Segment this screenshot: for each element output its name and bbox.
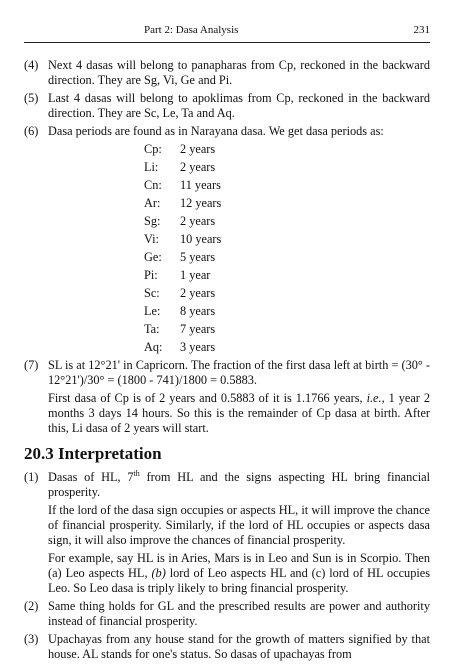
text-run-italic: (b): [151, 566, 166, 580]
running-header: [24, 24, 430, 43]
dasa-sign: Cp:: [144, 142, 162, 156]
dasa-periods-table: [144, 142, 221, 358]
dasa-row: [144, 142, 221, 160]
section-heading: 20.3 Interpretation: [24, 444, 162, 463]
list-item-4: [24, 58, 430, 88]
item-text: Same thing holds for GL and the prescribed results are power and authority instead of financial prosperity.: [48, 599, 430, 628]
text-run: 1 year 2 months 3 days 14 hours. So this is the remainder of Cp dasa at birth. After this, Li dasa of 2 years will start.: [48, 391, 430, 435]
item-number: (6): [24, 124, 39, 138]
item-text: Dasa periods are found as in Narayana dasa. We get dasa periods as:: [48, 124, 384, 138]
dasa-sign: Cn:: [144, 178, 162, 192]
dasa-sign: Sc:: [144, 286, 160, 300]
interp-item-1: [24, 470, 430, 596]
dasa-years: 11 years: [180, 178, 221, 192]
list-item-6: [24, 124, 430, 139]
dasa-sign: Pi:: [144, 268, 158, 282]
dasa-row: [144, 178, 221, 196]
item-text: [48, 470, 430, 500]
dasa-years: 8 years: [180, 304, 216, 318]
dasa-sign: Aq:: [144, 340, 163, 354]
item-number: (4): [24, 58, 39, 72]
item-text: Upachayas from any house stand for the growth of matters signified by that house. AL stands for one's status. So dasas of upachayas from: [48, 632, 430, 661]
running-title: Part 2: Dasa Analysis: [144, 24, 239, 36]
item-number: (2): [24, 599, 39, 613]
dasa-years: 3 years: [180, 340, 216, 354]
dasa-row: [144, 160, 221, 178]
dasa-years: 7 years: [180, 322, 216, 336]
item-text: SL is at 12°21' in Capricorn. The fraction of the first dasa left at birth = (30° - 12°21')/30° = (1800 - 741)/1800 = 0.5883.: [48, 358, 430, 387]
text-run: For example, say HL is in Aries, Mars is in Leo and Sun is in Scorpio. Then (a) Leo aspects HL,: [48, 551, 430, 580]
dasa-years: 2 years: [180, 286, 216, 300]
dasa-row: [144, 268, 221, 286]
dasa-sign: Ge:: [144, 250, 162, 264]
text-run-italic: i.e.,: [366, 391, 385, 405]
dasa-sign: Sg:: [144, 214, 161, 228]
dasa-row: [144, 232, 221, 250]
dasa-years: 12 years: [180, 196, 222, 210]
text-run: from HL and the signs aspecting HL bring financial prosperity.: [48, 470, 430, 499]
dasa-row: [144, 322, 221, 340]
dasa-years: 2 years: [180, 214, 216, 228]
dasa-years: 1 year: [180, 268, 211, 282]
dasa-sign: Ta:: [144, 322, 160, 336]
list-item-5: [24, 91, 430, 121]
dasa-row: [144, 286, 221, 304]
text-run: First dasa of Cp is of 2 years and 0.5883 of it is 1.1766 years,: [48, 391, 367, 405]
item-text: Last 4 dasas will belong to apoklimas from Cp, reckoned in the backward direction. They are Sc, Le, Ta and Aq.: [48, 91, 430, 120]
dasa-sign: Le:: [144, 304, 161, 318]
dasa-years: 2 years: [180, 142, 216, 156]
item-text: Next 4 dasas will belong to panapharas from Cp, reckoned in the backward direction. They are Sg, Vi, Ge and Pi.: [48, 58, 430, 87]
item-number: (1): [24, 470, 39, 484]
dasa-row: [144, 304, 221, 322]
item-number: (7): [24, 358, 39, 372]
dasa-row: [144, 214, 221, 232]
dasa-row: [144, 196, 221, 214]
dasa-sign: Li:: [144, 160, 159, 174]
text-run: lord of Leo aspects HL and (c) lord of HL occupies Leo. So Leo dasa is triply likely to bring financial prosperity.: [48, 566, 431, 595]
interp-item-3: [24, 632, 430, 662]
item-paragraph: [48, 391, 430, 436]
dasa-years: 2 years: [180, 160, 216, 174]
item-number: (5): [24, 91, 39, 105]
page-body: [24, 58, 430, 665]
dasa-row: [144, 250, 221, 268]
item-paragraph: If the lord of the dasa sign occupies or aspects HL, it will improve the chance of financial prosperity. Similarly, if the lord of HL occupies or aspects dasa sign, it will also improve the chances of financial prosperity.: [48, 503, 430, 547]
page-number: 231: [413, 24, 430, 36]
superscript: th: [133, 468, 140, 478]
list-item-7: [24, 358, 430, 436]
item-number: (3): [24, 632, 39, 646]
item-paragraph: [48, 551, 430, 596]
dasa-row: [144, 340, 221, 358]
dasa-years: 5 years: [180, 250, 216, 264]
interp-item-2: [24, 599, 430, 629]
dasa-sign: Ar:: [144, 196, 161, 210]
dasa-years: 10 years: [180, 232, 222, 246]
dasa-sign: Vi:: [144, 232, 159, 246]
text-run: Dasas of HL, 7: [48, 470, 134, 484]
